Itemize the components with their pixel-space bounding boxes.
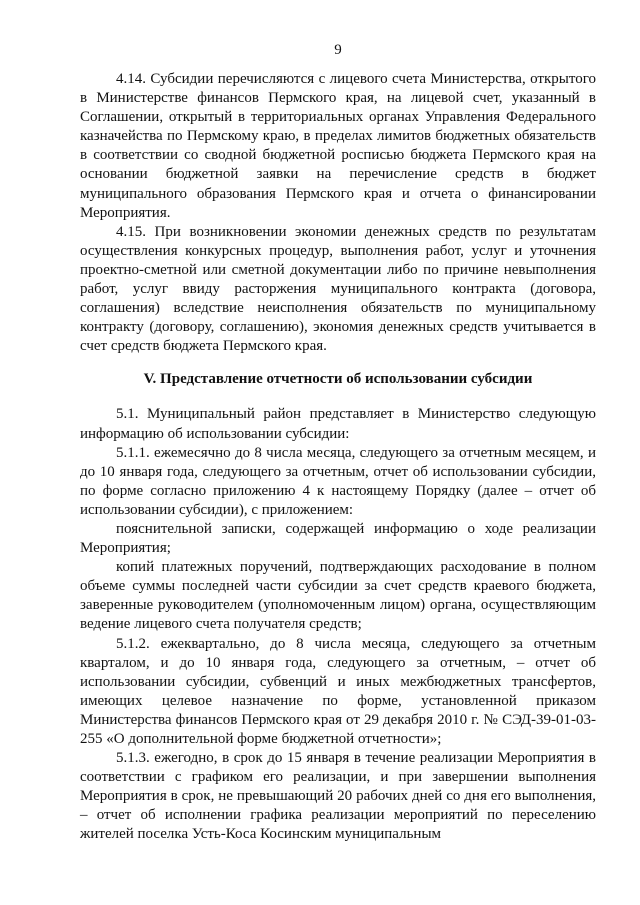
document-page: [80, 40, 596, 845]
paragraph-5-1-1: 5.1.1. ежемесячно до 8 числа месяца, следующего за отчетным месяцем, и до 10 января года, следующего за отчетным, отчет об использовании субсидии, по форме согласно приложению 4 к настоящему Порядку (далее – отчет об использовании субсидии), с приложением:: [80, 444, 596, 518]
paragraph-4-14: 4.14. Субсидии перечисляются с лицевого счета Министерства, открытого в Министерстве финансов Пермского края, на лицевой счет, указанный в Соглашении, открытый в территориальных органах Управления Федерального казначейства по Пермскому краю, в пределах лимитов бюджетных обязательств в соответствии со сводной бюджетной росписью бюджета Пермского края на основании бюджетной заявки на перечисление средств в бюджет муниципального образования Пермского края и отчета о финансировании Мероприятия.: [80, 71, 596, 221]
paragraph-5-1-2: 5.1.2. ежеквартально, до 8 числа месяца, следующего за отчетным кварталом, и до 10 января года, следующего за отчетным, – отчет об использовании субсидии, субвенций и иных межбюджетных трансфертов, имеющих целевое назначение по форме, установленной приказом Министерства финансов Пермского края от 29 декабря 2010 г. № СЭД-39-01-03-255 «О дополнительной форме бюджетной отчетности»;: [80, 635, 596, 747]
paragraph-payment-orders: копий платежных поручений, подтверждающих расходование в полном объеме суммы последней части субсидии за счет средств краевого бюджета, заверенные руководителем (уполномоченным лицом) органа, осуществляющим ведение лицевого счета получателя средств;: [80, 559, 596, 633]
page-number: 9: [334, 42, 342, 58]
section-title: V. Представление отчетности об использовании субсидии: [143, 371, 533, 388]
paragraph-5-1-3: 5.1.3. ежегодно, в срок до 15 января в течение реализации Мероприятия в соответствии с графиком его реализации, и при завершении выполнения Мероприятия в срок, не превышающий 20 рабочих дней со дня его выполнения, – отчет об исполнении графика реализации мероприятий по переселению жителей поселка Усть-Коса Косинским муниципальным: [80, 750, 596, 843]
paragraph-explanatory-note: пояснительной записки, содержащей информацию о ходе реализации Мероприятия;: [80, 520, 596, 557]
paragraph-5-1: 5.1. Муниципальный район представляет в Министерство следующую информацию об использовании субсидии:: [80, 406, 596, 442]
paragraph-4-15: 4.15. При возникновении экономии денежных средств по результатам осуществления конкурсных процедур, выполнения работ, услуг и уточнения проектно-сметной или сметной документации либо по причине невыполнения работ, услуг ввиду расторжения муниципального контракта (договора, соглашения) вследствие неисполнения обязательств по муниципальному контракту (договору, соглашению), экономия денежных средств учитывается в счет средств бюджета Пермского края.: [80, 223, 596, 355]
